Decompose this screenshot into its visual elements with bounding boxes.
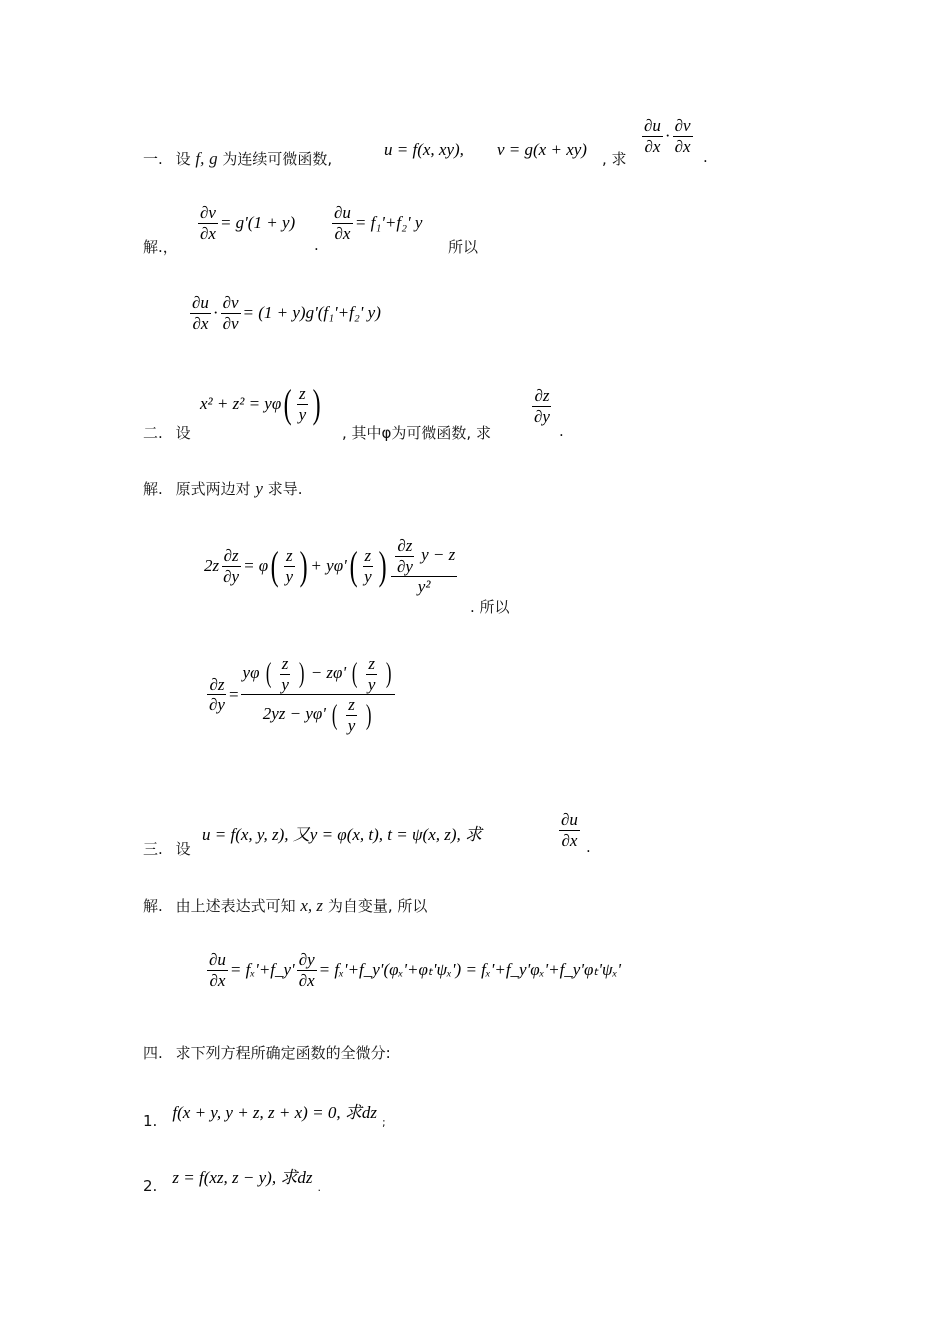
problem-2-result: $\frac{\partial z}{\partial y}$ = yφ ( $\frac{z}{y}$ ) − zφ' ( $\frac{z}{y}$ ) 2yz − yφ' ( $\frac{z}{y}$ ) [205, 654, 397, 735]
problem-1-label: 一. [143, 150, 163, 168]
problem-4-label: 四. [143, 1044, 163, 1062]
problem-3-label: 三. [143, 840, 163, 858]
problem-2-derivative-eq: 2z $\frac{\partial z}{\partial y}$ = φ ( $\frac{z}{y}$ ) + yφ' ( $\frac{z}{y}$ ) $\frac{\partial z}{\partial y}$ y − z y² [204, 536, 456, 597]
problem-1-formula-u: u = f(x, xy), [384, 140, 464, 159]
problem-4-question: 四. 求下列方程所确定函数的全微分: [143, 1044, 391, 1062]
problem-1-formula-v: v = g(x + xy) [497, 140, 587, 159]
problem-2-formula: x² + z² = yφ ( $\frac{z}{y}$ ) [200, 381, 321, 427]
problem-2-target: $\frac{\partial z}{\partial y}$ [534, 386, 550, 426]
problem-4-item-1: 1. f(x + y, y + z, z + x) = 0, 求dz $_;$ [143, 1103, 386, 1130]
problem-1-solution-eq2: $\frac{\partial u}{\partial x}$ = f₁'+f₂' y [334, 203, 423, 243]
problem-1-question: 一. 设 f, g 为连续可微函数, [143, 149, 333, 168]
problem-1-solution-eq1: $\frac{\partial v}{\partial x}$ = g'(1 + y) [200, 203, 296, 243]
problem-3-target: $\frac{\partial u}{\partial x}$ [561, 810, 578, 850]
problem-3-solution-intro: 解. 由上述表达式可知 x, z 为自变量, 所以 [143, 896, 428, 915]
problem-3-question: 三. 设 [143, 840, 191, 858]
problem-1-result: $\frac{\partial u}{\partial x}$ · $\frac{\partial v}{\partial v}$ = (1 + y)g'(f₁'+f₂' y) [192, 293, 381, 333]
problem-2-solution-intro: 解. 原式两边对 y 求导. [143, 479, 303, 498]
problem-3-result: $\frac{\partial u}{\partial x}$ = fₓ'+f_y' $\frac{\partial y}{\partial x}$ = fₓ'+f_y'(φₓ'+φₜ'ψₓ') = fₓ'+f_y'φₓ'+f_y'φₜ'ψₓ' [209, 950, 622, 990]
problem-4-item-2: 2. z = f(xz, z − y), 求dz $_.$ [143, 1168, 322, 1195]
problem-1-target-product: $\frac{\partial u}{\partial x}$ · $\frac{\partial v}{\partial x}$ [644, 116, 691, 156]
problem-2-question: 二. 设 [143, 424, 191, 442]
problem-3-formula: u = f(x, y, z), 又y = φ(x, t), t = ψ(x, z), 求 [202, 825, 483, 844]
problem-1-solution-label: 解.， [143, 238, 178, 256]
problem-2-label: 二. [143, 424, 163, 442]
